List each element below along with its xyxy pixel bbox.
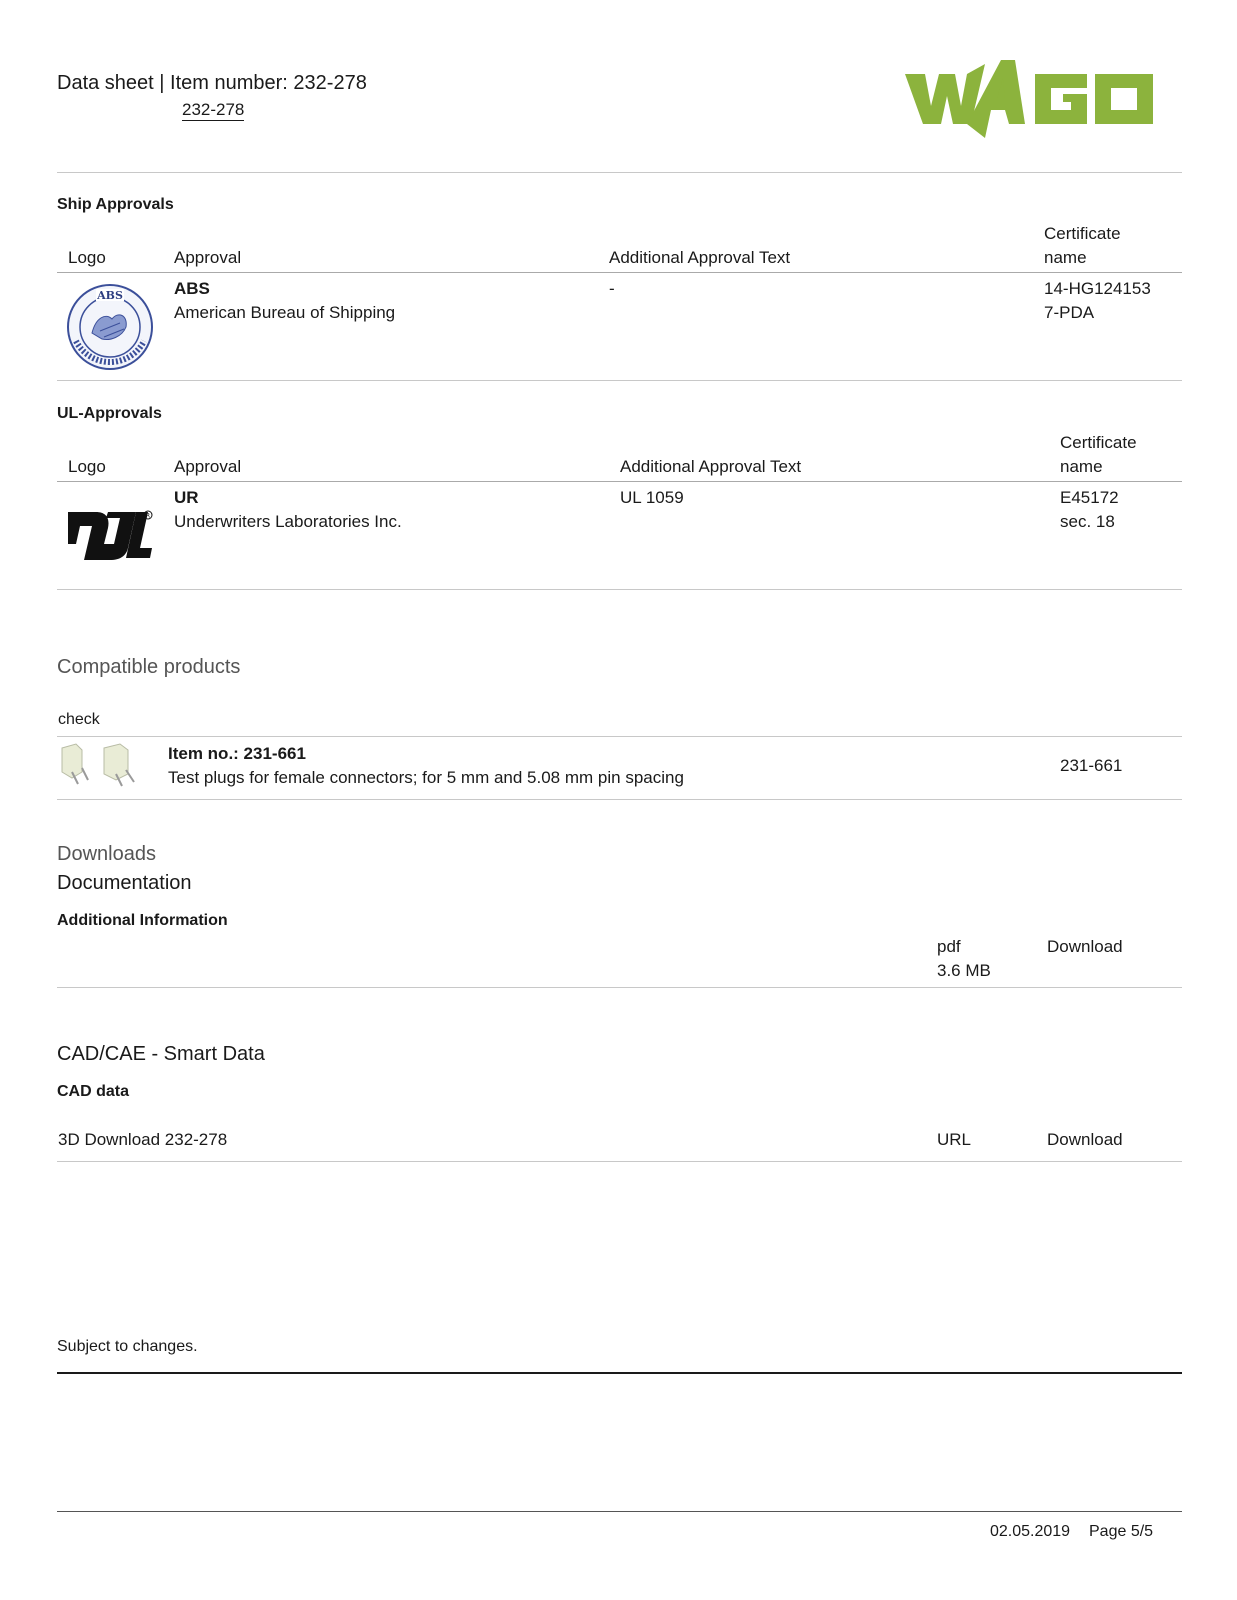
ul-table-bottom-rule (57, 589, 1182, 590)
ul-certificate-name: E45172 sec. 18 (1060, 488, 1119, 531)
doc-file-size: 3.6 MB (937, 961, 991, 980)
header-divider (57, 172, 1182, 173)
ul-col-logo: Logo (68, 457, 106, 476)
ship-col-approval: Approval (174, 248, 242, 267)
ship-col-logo: Logo (68, 248, 106, 267)
ship-approval-short: ABS (174, 279, 210, 298)
subject-to-changes-note: Subject to changes. (57, 1338, 198, 1355)
ul-col-approval: Approval (174, 457, 242, 476)
ul-col-additional: Additional Approval Text (620, 457, 802, 476)
ship-col-additional: Additional Approval Text (609, 248, 791, 267)
compatible-item-number: Item no.: 231-661 (168, 744, 306, 763)
note-divider (57, 1372, 1182, 1374)
downloads-heading: Downloads (57, 843, 156, 865)
cad-row-name: 3D Download 232-278 (58, 1130, 228, 1149)
cad-heading: CAD/CAE - Smart Data (57, 1043, 265, 1065)
svg-text:ABS: ABS (97, 289, 123, 302)
compatible-item-description: Test plugs for female connectors; for 5 mm and 5.08 mm pin spacing (168, 768, 684, 787)
footer-divider (57, 1511, 1182, 1512)
svg-text:R: R (145, 512, 151, 520)
ul-approval-short: UR (174, 488, 199, 507)
compatible-header-rule (57, 736, 1182, 737)
cad-data-heading: CAD data (57, 1083, 130, 1100)
item-number-link-text: 232-278 (182, 100, 245, 119)
ul-table-header-rule (57, 481, 1182, 482)
cad-bottom-rule (57, 1161, 1182, 1162)
footer-date: 02.05.2019 (990, 1523, 1071, 1540)
ship-approvals-heading: Ship Approvals (57, 196, 174, 213)
compatible-item-code[interactable]: 231-661 (1060, 756, 1123, 775)
ul-recognized-icon (66, 508, 154, 567)
additional-information-heading: Additional Information (57, 912, 228, 929)
compatible-bottom-rule (57, 799, 1182, 800)
ul-approval-long: Underwriters Laboratories Inc. (174, 512, 402, 531)
item-number-link[interactable] (182, 100, 244, 120)
footer-page-number: Page 5/5 (1089, 1523, 1154, 1540)
cad-row-type: URL (937, 1130, 972, 1149)
test-plug-icon (58, 742, 142, 793)
ship-additional-text: - (609, 279, 615, 298)
compatible-products-heading: Compatible products (57, 656, 241, 678)
ship-col-certificate: Certificate name (1044, 224, 1121, 267)
ship-table-bottom-rule (57, 380, 1182, 381)
cad-download-link[interactable]: Download (1047, 1130, 1123, 1149)
wago-logo (905, 58, 1155, 145)
doc-file-format: pdf (937, 937, 961, 956)
documentation-heading: Documentation (57, 872, 192, 894)
ship-certificate-name: 14-HG1241537-PDA (1044, 279, 1151, 322)
ul-approvals-heading: UL-Approvals (57, 405, 162, 422)
abs-seal-icon (66, 283, 154, 376)
ul-col-certificate: Certificate name (1060, 433, 1137, 476)
ul-additional-text: UL 1059 (620, 488, 684, 507)
doc-download-link[interactable]: Download (1047, 937, 1123, 956)
page-title: Data sheet | Item number: 232-278 (57, 72, 367, 94)
downloads-bottom-rule (57, 987, 1182, 988)
ship-table-header-rule (57, 272, 1182, 273)
compatible-check-heading: check (58, 711, 100, 728)
ship-approval-long: American Bureau of Shipping (174, 303, 396, 322)
